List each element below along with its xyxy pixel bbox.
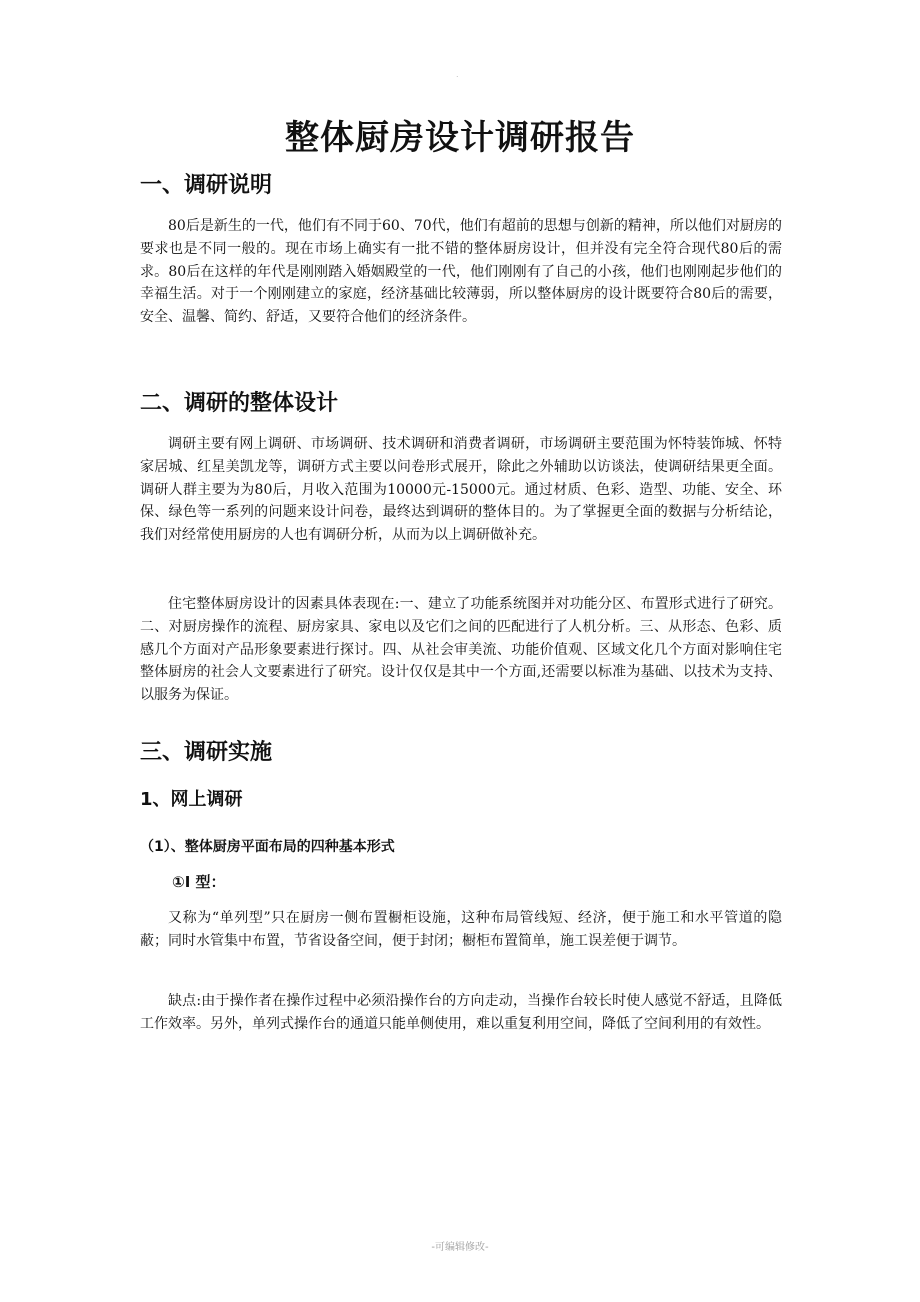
- document-title: 整体厨房设计调研报告: [285, 118, 635, 158]
- paragraph-research-description: 80后是新生的一代，他们有不同于60、70代，他们有超前的思想与创新的精神，所以他们对厨房的要求也是不同一般的。现在市场上确实有一批不错的整体厨房设计，但并没有完全符合现代80后的需求。80后在这样的年代是刚刚踏入婚姻殿堂的一代，他们刚刚有了自己的小孩，他们也刚刚起步他们的幸福生活。对于一个刚刚建立的家庭，经济基础比较薄弱，所以整体厨房的设计既要符合80后的需要，安全、温馨、简约、舒适，又要符合他们的经济条件。: [140, 218, 782, 326]
- paragraph-overall-design-2: 住宅整体厨房设计的因素具体表现在:一、建立了功能系统图并对功能分区、布置形式进行了研究。二、对厨房操作的流程、厨房家具、家电以及它们之间的匹配进行了人机分析。三、从形态、色彩、质感几个方面对产品形象要素进行探讨。四、从社会审美流、功能价值观、区域文化几个方面对影响住宅整体厨房的社会人文要素进行了研究。设计仅仅是其中一个方面,还需要以标准为基础、以技术为支持、以服务为保证。: [140, 596, 782, 704]
- page-footer: -可编辑修改-: [431, 1242, 489, 1253]
- paragraph-overall-design-1: 调研主要有网上调研、市场调研、技术调研和消费者调研，市场调研主要范围为怀特装饰城、怀特家居城、红星美凯龙等，调研方式主要以问卷形式展开，除此之外辅助以访谈法，使调研结果更全面。调研人群主要为为80后，月收入范围为10000元-15000元。通过材质、色彩、造型、功能、安全、环保、绿色等一系列的问题来设计问卷，最终达到调研的整体目的。为了掌握更全面的数据与分析结论，我们对经常使用厨房的人也有调研分析，从而为以上调研做补充。: [140, 436, 782, 544]
- section-heading-overall-design: 二、调研的整体设计: [140, 391, 339, 416]
- subheading-online-research: 1、网上调研: [140, 789, 243, 810]
- section-heading-implementation: 三、调研实施: [140, 740, 273, 765]
- top-mark: .: [456, 70, 459, 79]
- paragraph-i-type: 又称为“单列型”只在厨房一侧布置橱柜设施，这种布局管线短、经济，便于施工和水平管道的隐蔽；同时水管集中布置，节省设备空间，便于封闭；橱柜布置简单，施工误差便于调节。: [140, 910, 782, 949]
- section-heading-research-description: 一、调研说明: [140, 173, 273, 198]
- subheading-layout-forms: （1）、整体厨房平面布局的四种基本形式: [140, 839, 395, 855]
- item-i-type: ①I 型：: [172, 873, 226, 891]
- paragraph-i-type-drawbacks: 缺点:由于操作者在操作过程中必须沿操作台的方向走动，当操作台较长时使人感觉不舒适，且降低工作效率。另外，单列式操作台的通道只能单侧使用，难以重复利用空间，降低了空间利用的有效性。: [140, 993, 782, 1032]
